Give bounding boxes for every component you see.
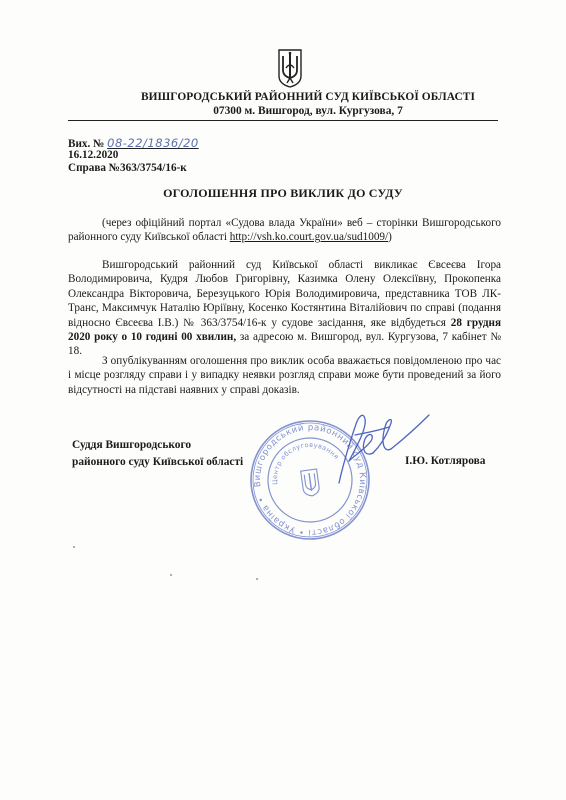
speck bbox=[170, 574, 172, 576]
speck bbox=[256, 578, 258, 580]
outgoing-number: Вих. № 08-22/1836/20 bbox=[68, 136, 199, 150]
court-website-link[interactable]: http://vsh.ko.court.gov.ua/sud1009/ bbox=[229, 231, 389, 244]
coat-of-arms-icon bbox=[277, 48, 303, 88]
case-number: Справа №363/3754/16-к bbox=[68, 162, 187, 174]
judge-name: І.Ю. Котлярова bbox=[405, 455, 486, 467]
hearing-datetime: 28 грудня 2020 року о 10 годині 00 хвилин, bbox=[68, 316, 502, 344]
document-date: 16.12.2020 bbox=[68, 149, 119, 161]
paragraph-summons: Вишгородський районний суд Київської області викликає Євсеєва Ігора Володимировича, Кудря Любов Григорівну, Казимка Олену Олексіївну, Прокопенка Олександра Вікторовича, Березуцького Юрія Володимировича, представника ТОВ ЛК-Транс, Максимчук Наталію Юріївну, Косенко Костянтина Віталійович по справі (подання відносно Євсеєва І.В.) № 363/3754/16-к у судове засідання, яке відбудеться 28 грудня 2020 року о 10 годині 00 хвилин, за адресою м. Вишгород, вул. Кургузова, 7 кабінет № 18. bbox=[68, 259, 502, 358]
paragraph-portal: (через офіційний портал «Судова влада України» веб – сторінки Вишгородського районного суду Київської області http://vsh.ko.court.gov.ua/sud1009/) bbox=[68, 217, 501, 244]
speck bbox=[73, 546, 75, 548]
judge-title: Суддя Вишгородського районного суду Київської області bbox=[72, 439, 244, 468]
court-address: 07300 м. Вишгород, вул. Кургузова, 7 bbox=[213, 105, 403, 117]
header-divider bbox=[68, 120, 498, 121]
judge-signature-icon bbox=[325, 405, 435, 495]
paragraph-notice: З опублікуванням оголошення про виклик особа вважається повідомленою про час і місце розгляду справи і у випадку неявки розгляд справи може бути проведений за його відсутності на підставі наявних у справі доказів. bbox=[68, 355, 501, 396]
court-name: ВИШГОРОДСЬКИЙ РАЙОННИЙ СУД КИЇВСЬКОЇ ОБЛАСТІ bbox=[140, 91, 476, 103]
handwritten-outgoing-number: 08-22/1836/20 bbox=[107, 136, 199, 150]
svg-text:Центр обслуговування: Центр обслуговування bbox=[270, 440, 341, 485]
document-title: ОГОЛОШЕННЯ ПРО ВИКЛИК ДО СУДУ bbox=[163, 186, 403, 200]
svg-text:Вишгородський районний суд Киї: Вишгородський районний суд Київської області • Україна • bbox=[252, 422, 368, 538]
